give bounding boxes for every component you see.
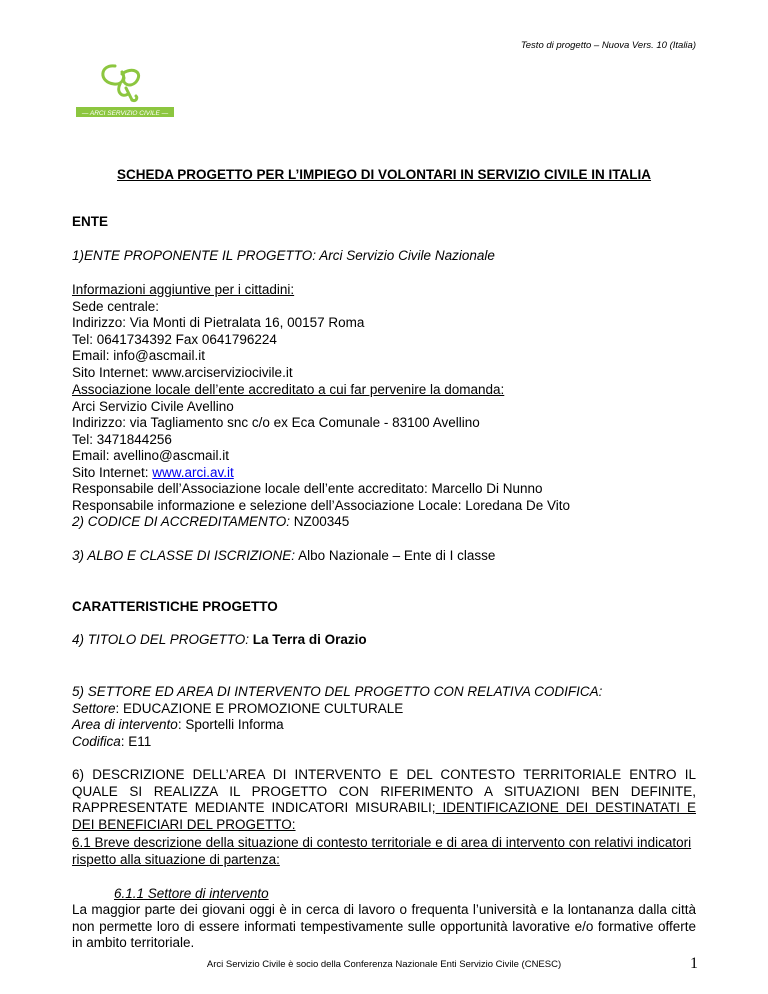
item-2-value: NZ00345 xyxy=(290,514,350,529)
assoc-site-line xyxy=(72,465,696,482)
item-6-1-heading: 6.1 Breve descrizione della situazione di contesto territoriale e di area di intervento con relativi indicatori rispetto alla situazione di partenza: xyxy=(72,835,692,867)
area-label: Area di intervento xyxy=(72,717,178,732)
document-title: SCHEDA PROGETTO PER L’IMPIEGO DI VOLONTARI IN SERVIZIO CIVILE IN ITALIA xyxy=(116,167,652,182)
info-line: Indirizzo: Via Monti di Pietralata 16, 00157 Roma xyxy=(72,315,365,330)
item-6-part1: 6) DESCRIZIONE DELL’AREA DI INTERVENTO E DEL CONTESTO TERRITORIALE ENTRO IL QUALE SI REALIZZA IL PROGETTO CON RIFERIMENTO A SITUAZIONI BEN DEFINITE, RAPPRESENTATE MEDIANTE INDICATORI MISURABILI; xyxy=(72,767,696,815)
info-line: Tel: 0641734392 Fax 0641796224 xyxy=(72,331,277,347)
info-line: Sede centrale: xyxy=(72,298,160,314)
svg-text:— ARCI SERVIZIO CIVILE —: — ARCI SERVIZIO CIVILE — xyxy=(81,110,169,117)
resp-line: Responsabile informazione e selezione dell’Associazione Locale: Loredana De Vito xyxy=(72,497,571,513)
assoc-line: Arci Servizio Civile Avellino xyxy=(72,398,234,414)
codifica-line xyxy=(72,734,696,751)
assoc-line: Indirizzo: via Tagliamento snc c/o ex Eca Comunale - 83100 Avellino xyxy=(72,415,480,430)
resp-line: Responsabile dell’Associazione locale dell’ente accreditato: Marcello Di Nunno xyxy=(72,481,543,496)
arci-servizio-civile-logo xyxy=(70,60,180,122)
butterfly-icon xyxy=(70,60,180,122)
item-6-part2: IDENTIFICAZIONE DEI DESTINATATI E DEI BENEFICIARI DEL PROGETTO: xyxy=(72,800,697,832)
item-2-codice xyxy=(72,514,696,531)
section-heading-caratteristiche: CARATTERISTICHE PROGETTO xyxy=(72,599,278,614)
item-3-value: Albo Nazionale – Ente di I classe xyxy=(295,548,496,563)
site-link[interactable]: www.arci.av.it xyxy=(152,464,234,480)
codifica-value: : E11 xyxy=(120,733,152,749)
body-paragraph: La maggior parte dei giovani oggi è in cerca di lavoro o frequenta l’università e la lontananza dalla città non permette loro di essere informati tempestivamente sulle opportunità lavorative e/o formative offerte in ambito territoriale. xyxy=(72,902,696,950)
settore-value: : EDUCAZIONE E PROMOZIONE CULTURALE xyxy=(115,700,404,716)
assoc-block xyxy=(72,382,696,514)
item-2-label: 2) CODICE DI ACCREDITAMENTO: xyxy=(72,514,291,529)
info-line: Email: info@ascmail.it xyxy=(72,348,205,363)
codifica-label: Codifica xyxy=(72,733,121,749)
page-number: 1 xyxy=(690,955,698,972)
item-4-label: 4) TITOLO DEL PROGETTO: xyxy=(72,632,250,647)
settore-line xyxy=(72,701,696,718)
assoc-line: Email: avellino@ascmail.it xyxy=(72,448,230,463)
assoc-line: Tel: 3471844256 xyxy=(72,431,172,447)
area-value: : Sportelli Informa xyxy=(177,717,284,732)
page-footer: Arci Servizio Civile è socio della Conferenza Nazionale Enti Servizio Civile (CNESC) xyxy=(206,959,562,970)
section-heading-ente: ENTE xyxy=(72,214,109,229)
assoc-heading: Associazione locale dell’ente accreditato a cui far pervenire la domanda: xyxy=(72,382,505,397)
item-1-ente-proponente: 1)ENTE PROPONENTE IL PROGETTO: Arci Servizio Civile Nazionale xyxy=(72,248,495,263)
item-3-albo xyxy=(72,548,696,565)
info-line: Sito Internet: www.arciserviziocivile.it xyxy=(72,364,293,380)
item-5-heading: 5) SETTORE ED AREA DI INTERVENTO DEL PROGETTO CON RELATIVA CODIFICA: xyxy=(72,684,603,699)
item-3-label: 3) ALBO E CLASSE DI ISCRIZIONE: xyxy=(72,548,296,563)
item-6-heading xyxy=(72,767,696,833)
item-6-1-1-heading: 6.1.1 Settore di intervento xyxy=(114,886,269,901)
info-heading: Informazioni aggiuntive per i cittadini: xyxy=(72,282,295,297)
item-5-block xyxy=(72,684,696,750)
settore-label: Settore xyxy=(72,700,116,716)
document-header: Testo di progetto – Nuova Vers. 10 (Italia) xyxy=(520,40,696,51)
area-line xyxy=(72,717,696,734)
item-4-value: La Terra di Orazio xyxy=(249,632,367,647)
site-label: Sito Internet: xyxy=(72,464,153,480)
item-4-titolo xyxy=(72,632,696,649)
info-block xyxy=(72,282,696,381)
